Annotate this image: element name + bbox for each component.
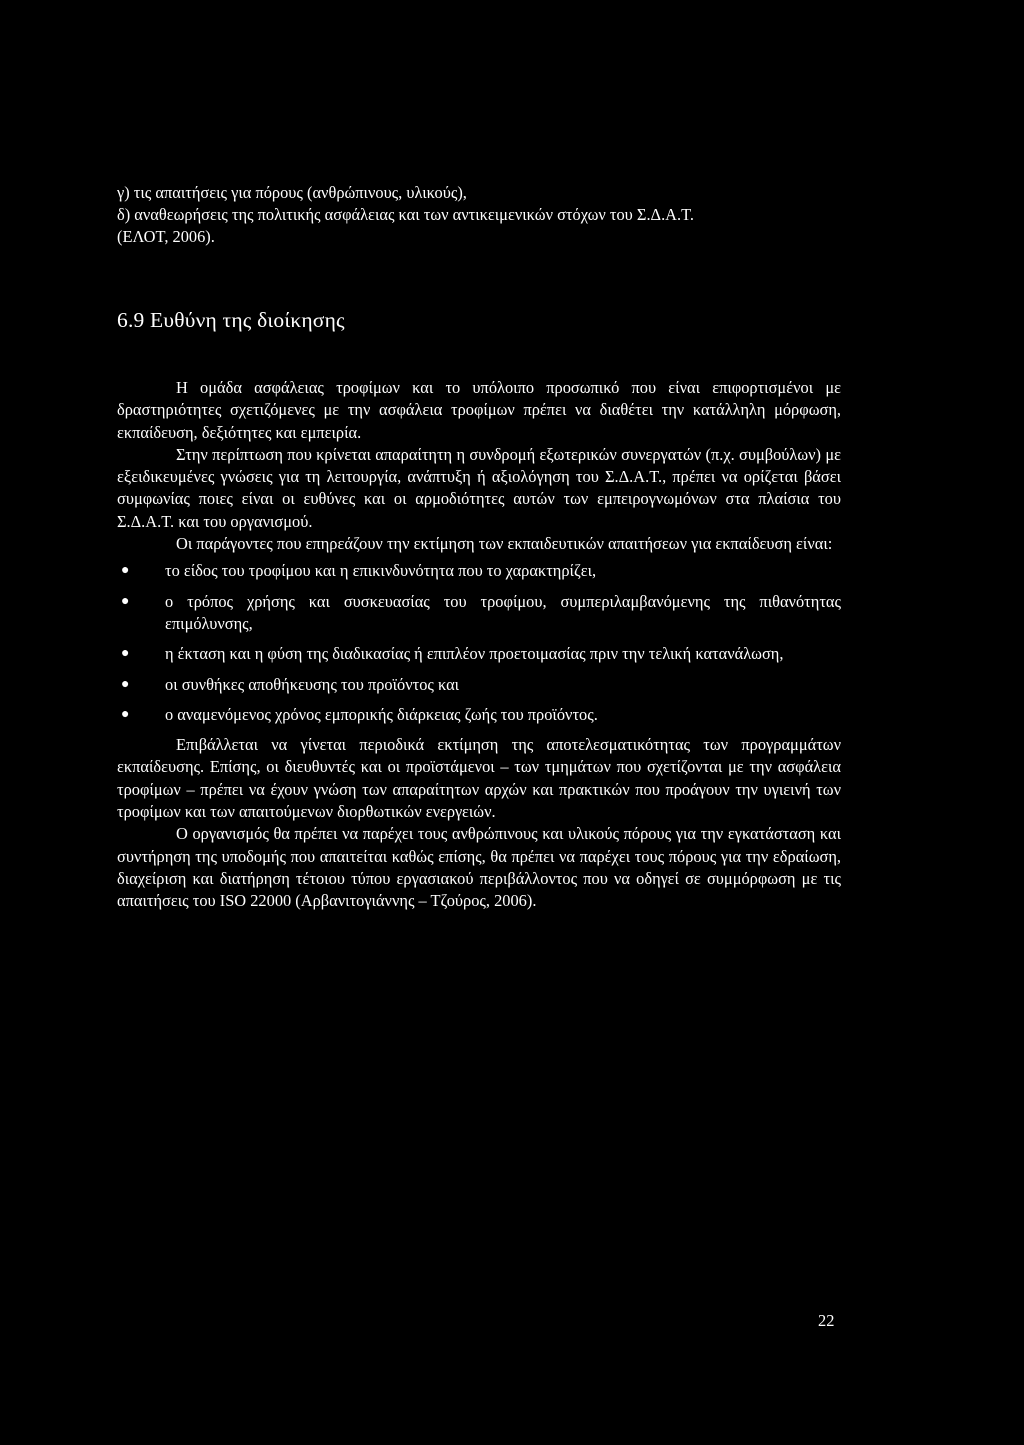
intro-line-reviews: δ) αναθεωρήσεις της πολιτικής ασφάλειας και των αντικειμενικών στόχων του Σ.Δ.Α.Τ.	[117, 205, 695, 224]
list-item-text: το είδος του τροφίμου και η επικινδυνότητα που το χαρακτηρίζει,	[165, 561, 597, 581]
intro-list-continuation	[117, 182, 847, 248]
section-body	[117, 377, 841, 913]
list-item-text: οι συνθήκες αποθήκευσης του προϊόντος και	[165, 674, 460, 694]
paragraph-staff-competence: Η ομάδα ασφάλειας τροφίμων και το υπόλοιπο προσωπικό που είναι επιφορτισμένοι με δραστηριότητες σχετιζόμενες με την ασφάλεια τροφίμων πρέπει να διαθέτει την κατάλληλη μόρφωση, εκπαίδευση, δεξιότητες και εμπειρία.	[117, 378, 841, 442]
list-item-text: η έκταση και η φύση της διαδικασίας ή επιπλέον προετοιμασίας πριν την τελική κατανάλωση,	[165, 644, 784, 664]
bullet-icon: ●	[121, 563, 130, 579]
paragraph-training-effectiveness: Επιβάλλεται να γίνεται περιοδικά εκτίμηση της αποτελεσματικότητας των προγραμμάτων εκπαίδευσης. Επίσης, οι διευθυντές και οι προϊστάμενοι – των τμημάτων που σχετίζονται με την ασφάλεια τροφίμων – πρέπει να έχουν γνώση των απαραίτητων αρχών και πρακτικών που προάγουν την υγιεινή των τροφίμων και των απαιτούμενων διορθωτικών ενεργειών.	[117, 735, 841, 822]
training-factors-list	[117, 560, 841, 726]
bullet-icon: ●	[121, 706, 130, 722]
paragraph-resources: Ο οργανισμός θα πρέπει να παρέχει τους ανθρώπινους και υλικούς πόρους για την εγκατάσταση και συντήρηση της υποδομής που απαιτείται καθώς επίσης, θα πρέπει να παρέχει τους πόρους για την εδραίωση, διαχείριση και διατήρηση τέτοιου τύπου εργασιακού περιβάλλοντος που να οδηγεί σε συμμόρφωση με τις απαιτήσεις του ISO 22000 (Αρβανιτογιάννης – Τζούρος, 2006).	[117, 824, 841, 911]
list-item	[117, 560, 841, 582]
paragraph-external-consultants: Στην περίπτωση που κρίνεται απαραίτητη η συνδρομή εξωτερικών συνεργατών (π.χ. συμβούλων) με εξειδικευμένες γνώσεις για τη λειτουργία, ανάπτυξη ή αξιολόγηση του Σ.Δ.Α.Τ., πρέπει να ορίζεται βάσει συμφωνίας ποιες είναι οι ευθύνες και οι αρμοδιότητες αυτών των εμπειρογνωμόνων στα πλαίσια του Σ.Δ.Α.Τ. και του οργανισμού.	[117, 444, 841, 531]
page-number: 22	[818, 1311, 835, 1330]
list-item	[117, 643, 841, 665]
bullet-icon: ●	[121, 676, 130, 692]
section-heading: 6.9 Ευθύνη της διοίκησης	[117, 308, 345, 332]
intro-line-requirements: γ) τις απαιτήσεις για πόρους (ανθρώπινους, υλικούς),	[117, 183, 467, 202]
paragraph-training-factors-intro: Οι παράγοντες που επηρεάζουν την εκτίμηση των εκπαιδευτικών απαιτήσεων για εκπαίδευση είναι:	[176, 534, 833, 554]
intro-line-citation: (ΕΛΟΤ, 2006).	[117, 227, 215, 246]
bullet-icon: ●	[121, 593, 130, 609]
list-item-text: ο τρόπος χρήσης και συσκευασίας του τροφίμου, συμπεριλαμβανόμενης της πιθανότητας επιμόλυνσης,	[165, 591, 841, 633]
bullet-icon: ●	[121, 646, 130, 662]
list-item	[117, 591, 841, 636]
list-item	[117, 674, 841, 696]
list-item	[117, 704, 841, 726]
list-item-text: ο αναμενόμενος χρόνος εμπορικής διάρκειας ζωής του προϊόντος.	[165, 704, 598, 724]
